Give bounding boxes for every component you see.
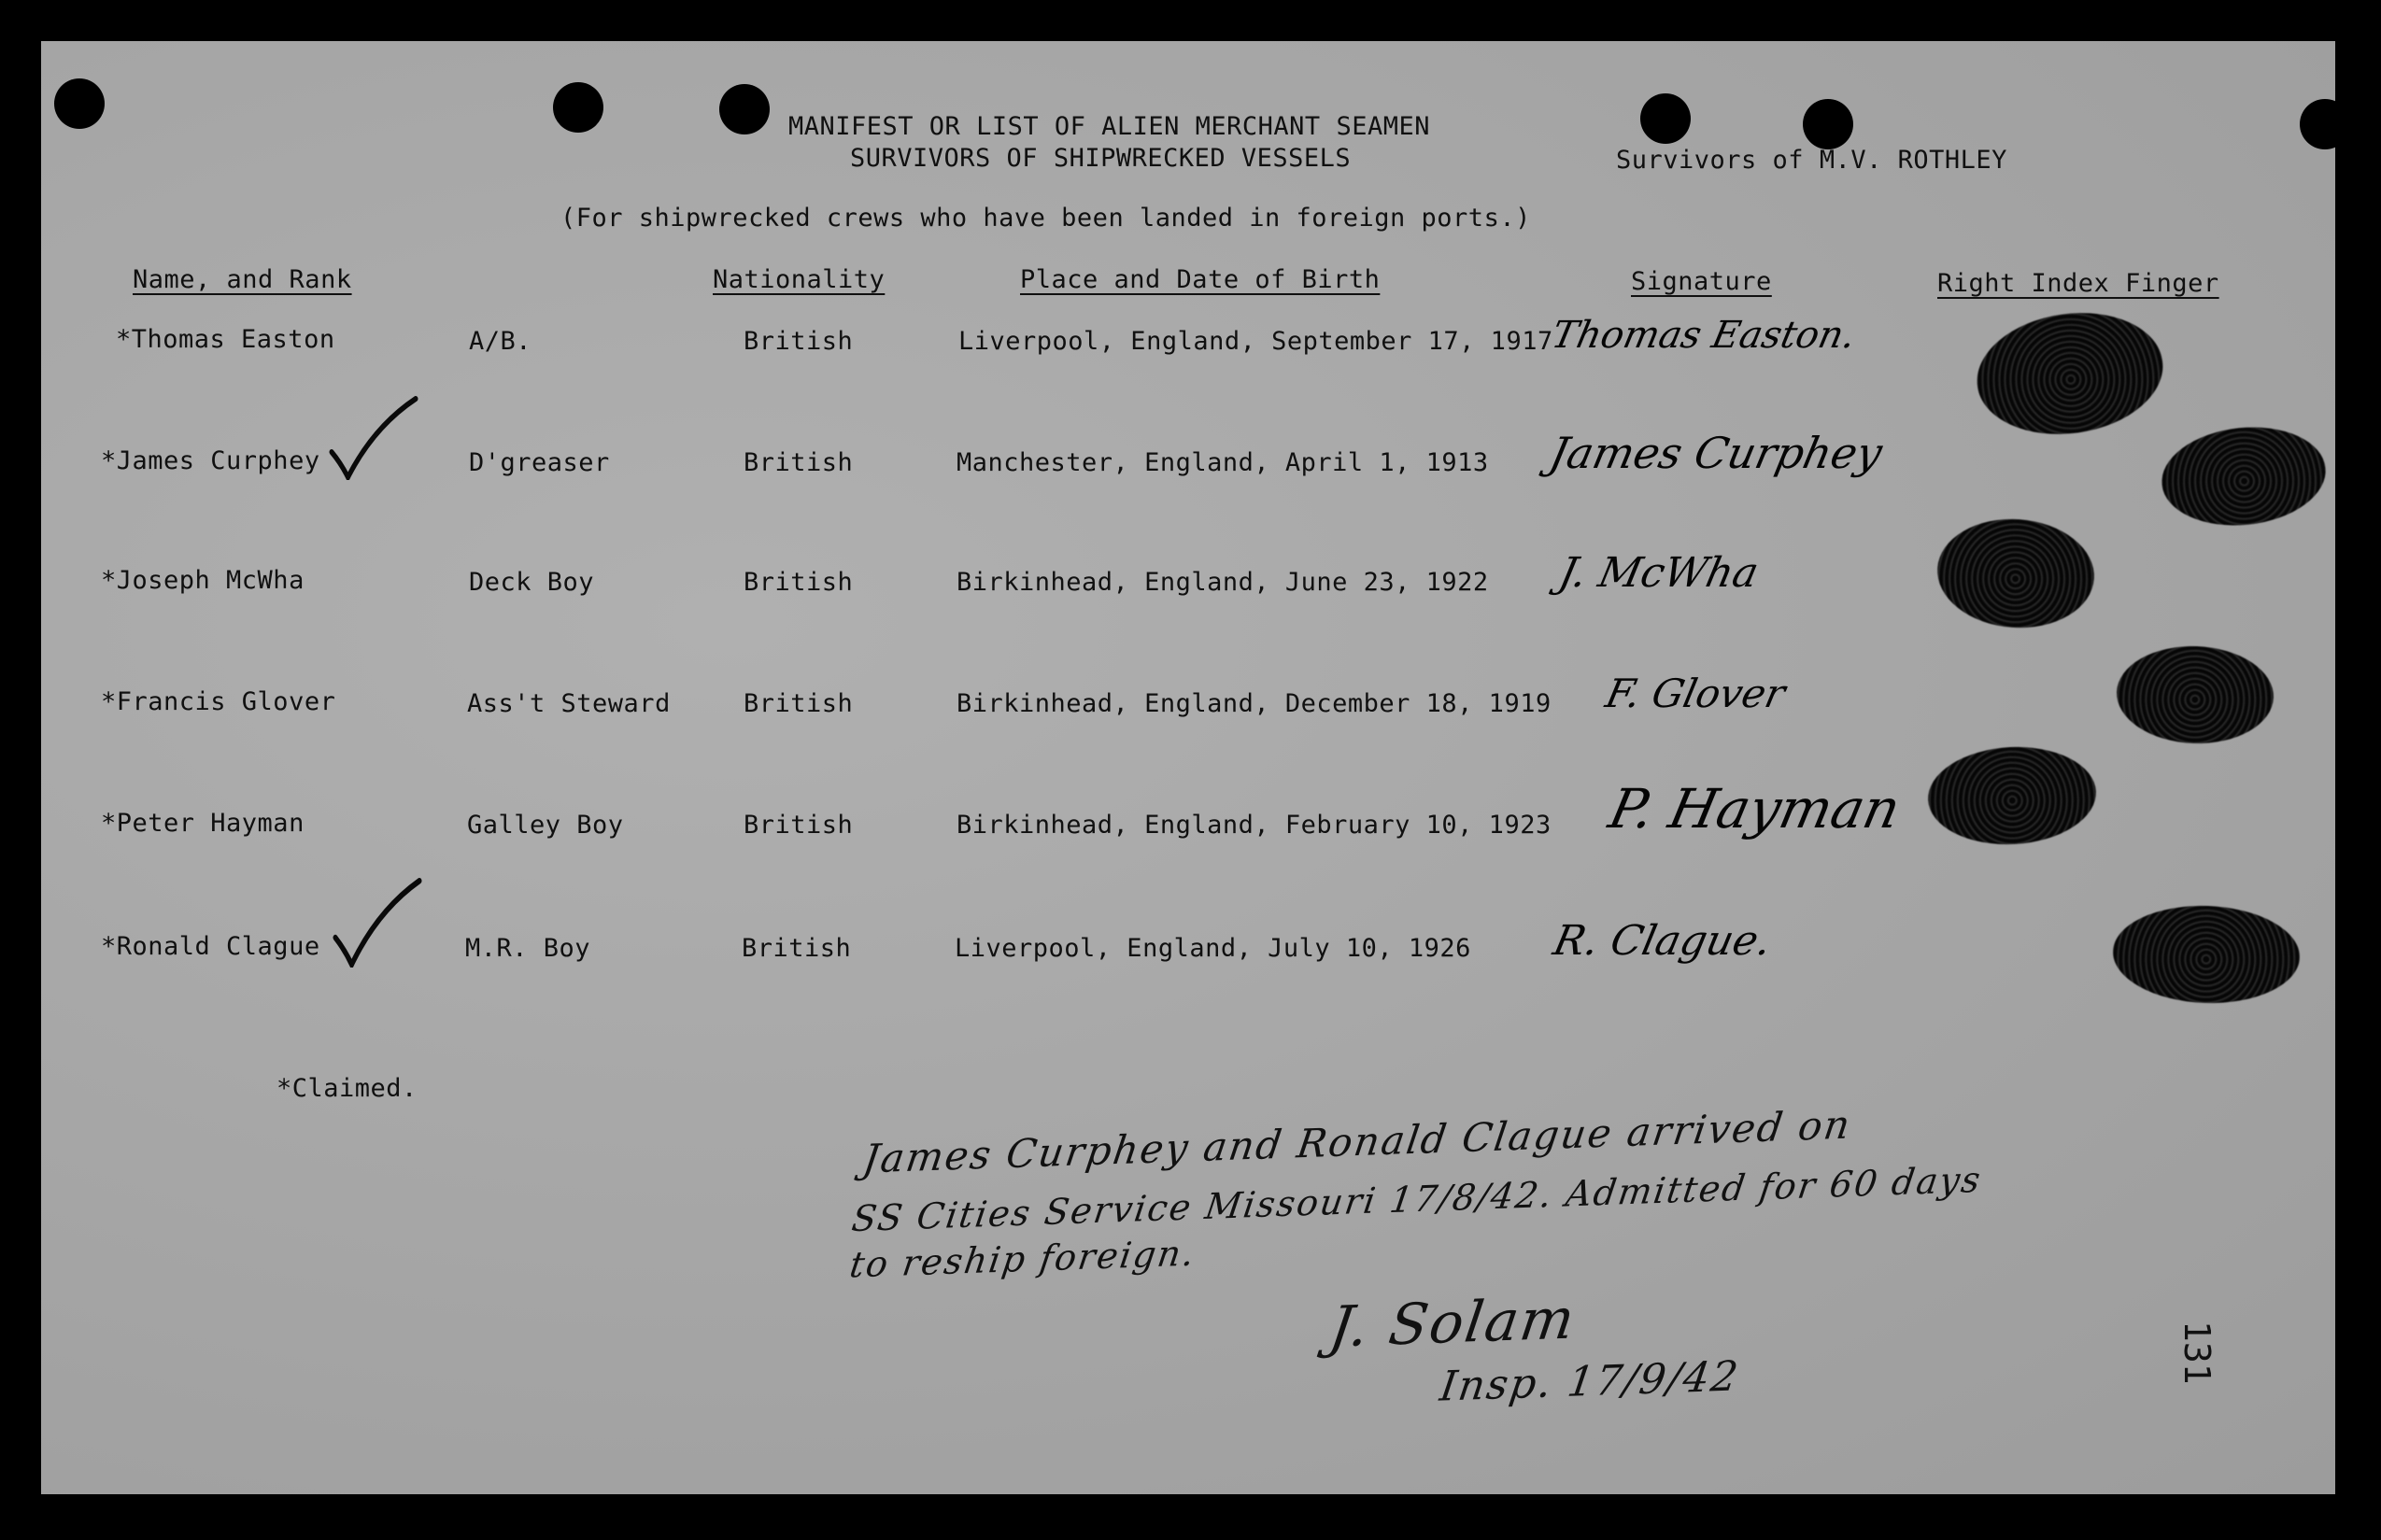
punch-hole	[54, 78, 105, 129]
seaman-signature: Thomas Easton.	[1548, 314, 1860, 357]
fingerprint-image	[2115, 643, 2275, 746]
fingerprint-image	[2157, 419, 2331, 533]
document-subtitle: (For shipwrecked crews who have been landed in foreign ports.)	[560, 204, 1531, 233]
column-header-nationality: Nationality	[713, 265, 886, 294]
seaman-name: *Peter Hayman	[101, 809, 305, 838]
seaman-name: *James Curphey	[101, 446, 320, 475]
document-title-line-2: SURVIVORS OF SHIPWRECKED VESSELS	[850, 144, 1352, 173]
handwritten-note-line-2: SS Cities Service Missouri 17/8/42. Admitted for 60 days	[849, 1158, 1985, 1240]
inspector-signature: J. Solam	[1325, 1286, 1580, 1361]
seaman-nationality: British	[744, 327, 854, 356]
checkmark-icon	[331, 878, 424, 968]
seaman-birth: Liverpool, England, July 10, 1926	[955, 934, 1471, 963]
seaman-nationality: British	[744, 448, 854, 477]
seaman-rank: A/B.	[469, 327, 532, 356]
page-number: 131	[2176, 1321, 2218, 1385]
seaman-nationality: British	[744, 568, 854, 597]
column-header-signature: Signature	[1631, 267, 1772, 296]
seaman-rank: M.R. Boy	[465, 934, 591, 963]
column-header-name-rank: Name, and Rank	[133, 265, 352, 294]
seaman-signature: F. Glover	[1601, 671, 1790, 716]
handwritten-note-line-1: James Curphey and Ronald Clague arrived on	[859, 1101, 1855, 1182]
vessel-name: Survivors of M.V. ROTHLEY	[1616, 146, 2007, 175]
fingerprint-image	[1969, 302, 2171, 446]
seaman-nationality: British	[742, 934, 852, 963]
fingerprint-image	[1934, 514, 2098, 632]
seaman-birth: Birkinhead, England, June 23, 1922	[957, 568, 1489, 597]
seaman-birth: Liverpool, England, September 17, 1917	[958, 327, 1553, 356]
punch-hole	[1803, 99, 1853, 149]
punch-hole	[2300, 99, 2335, 149]
column-header-birth: Place and Date of Birth	[1020, 265, 1381, 294]
seaman-name: *Joseph McWha	[101, 566, 305, 595]
punch-hole	[553, 82, 603, 133]
seaman-name: *Francis Glover	[101, 687, 336, 716]
seaman-nationality: British	[744, 689, 854, 718]
seaman-rank: Ass't Steward	[467, 689, 671, 718]
handwritten-note-line-3: to reship foreign.	[847, 1232, 1199, 1286]
seaman-name: *Ronald Clague	[101, 932, 320, 961]
checkmark-icon	[327, 396, 420, 480]
seaman-nationality: British	[744, 811, 854, 840]
seaman-rank: Galley Boy	[467, 811, 624, 840]
seaman-birth: Birkinhead, England, December 18, 1919	[957, 689, 1552, 718]
seaman-signature: James Curphey	[1545, 428, 1887, 478]
seaman-name: *Thomas Easton	[116, 325, 335, 354]
seaman-rank: D'greaser	[469, 448, 610, 477]
punch-hole	[719, 84, 770, 134]
document-page	[41, 41, 2335, 1494]
seaman-signature: R. Clague.	[1549, 917, 1777, 965]
fingerprint-image	[2111, 903, 2302, 1007]
seaman-birth: Birkinhead, England, February 10, 1923	[957, 811, 1552, 840]
seaman-signature: J. McWha	[1554, 549, 1764, 597]
punch-hole	[1640, 93, 1691, 144]
document-title-line-1: MANIFEST OR LIST OF ALIEN MERCHANT SEAMEN	[788, 112, 1430, 141]
seaman-birth: Manchester, England, April 1, 1913	[957, 448, 1489, 477]
inspector-title-date: Insp. 17/9/42	[1437, 1352, 1743, 1411]
footnote: *Claimed.	[276, 1074, 418, 1103]
column-header-finger: Right Index Finger	[1937, 269, 2219, 298]
fingerprint-image	[1925, 742, 2098, 848]
seaman-rank: Deck Boy	[469, 568, 595, 597]
seaman-signature: P. Hayman	[1603, 777, 1906, 841]
